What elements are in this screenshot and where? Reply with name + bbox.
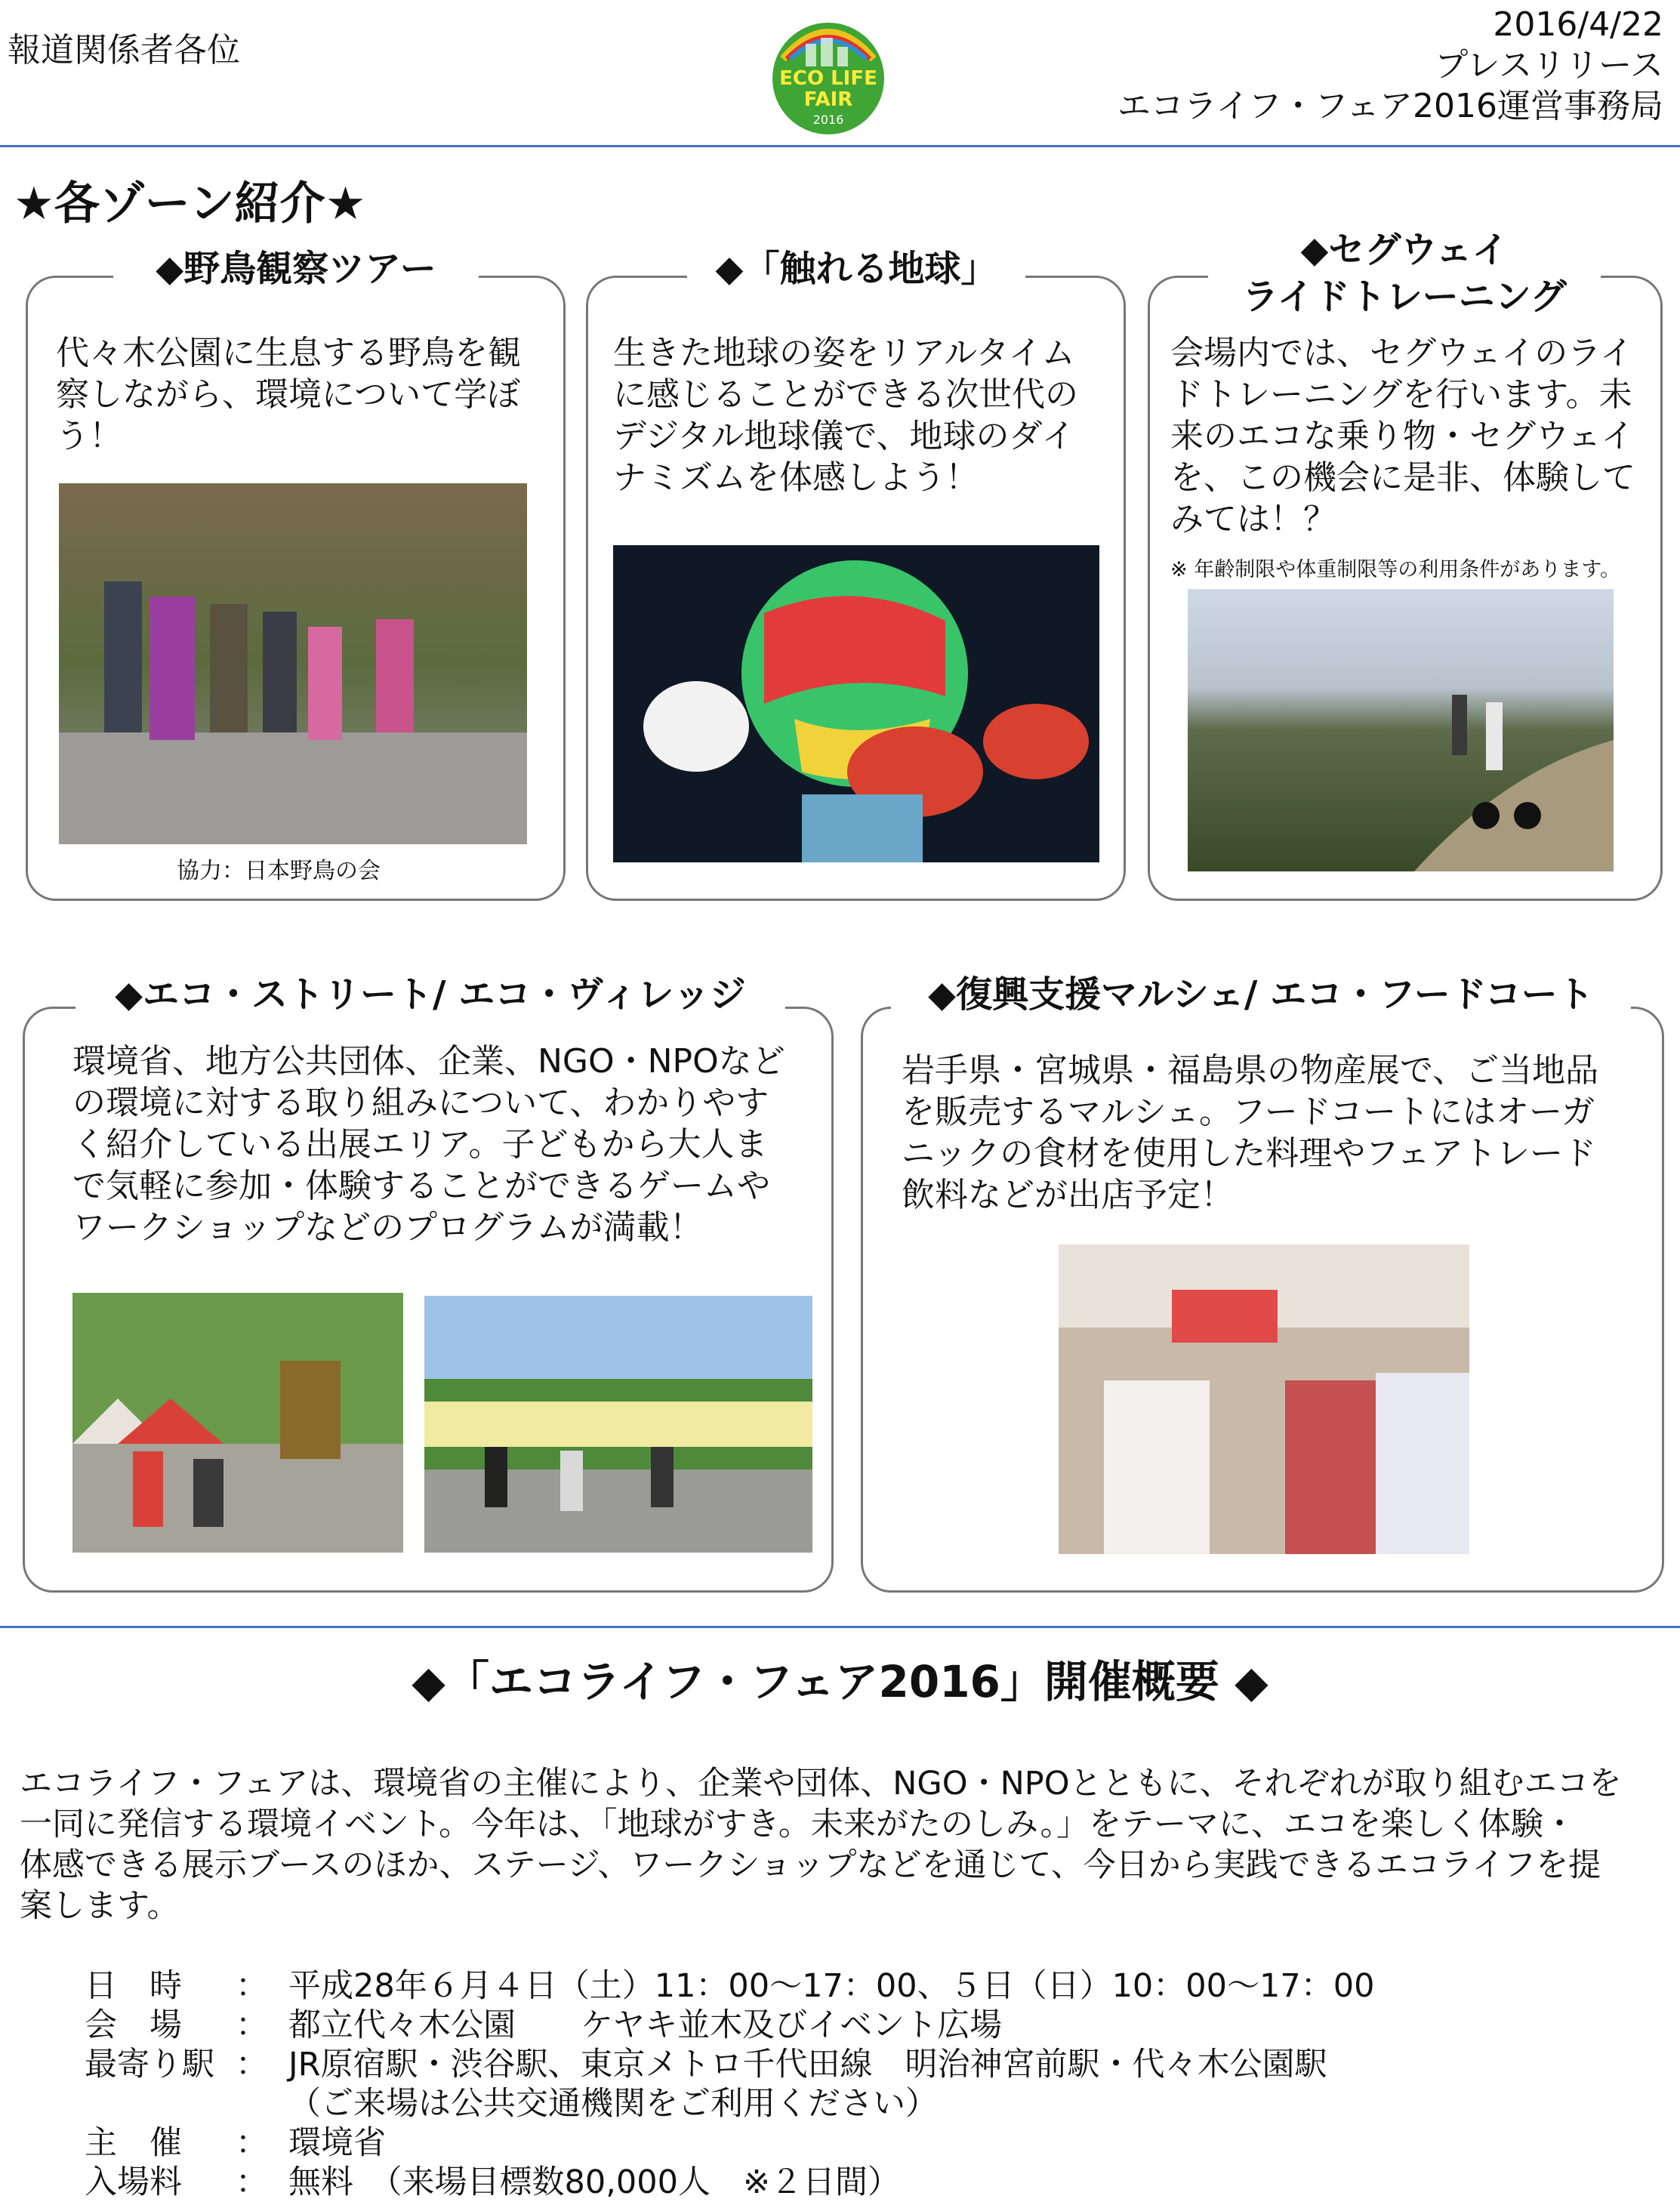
birdwatching-caption: 協力：日本野鳥の会 [177, 858, 381, 884]
logo-line2: FAIR [803, 88, 853, 111]
header-rule [0, 145, 1680, 147]
section-title: ★各ゾーン紹介★ [14, 177, 366, 230]
logo-year: 2016 [812, 113, 844, 127]
recipient: 報道関係者各位 [8, 31, 240, 69]
eco-street-photo-2 [424, 1296, 812, 1553]
issuer: エコライフ・フェア2016運営事務局 [1117, 87, 1663, 125]
header-right [1117, 5, 1663, 127]
segway-photo [1188, 589, 1614, 871]
zone-title-marche: ◆復興支援マルシェ/ エコ・フードコート [891, 972, 1631, 1017]
overview-body: エコライフ・フェアは、環境省の主催により、企業や団体、NGO・NPOとともに、それぞれが取り組むエコを 一同に発信する環境イベント。今年は、「地球がすき。未来がたのしみ。」をテーマに、エコを楽しく体験・ 体感できる展示ブースのほか、ステージ、ワークショップなどを通じて、今日から実践できるエコライフを提 案します。 [20, 1765, 1622, 1925]
globe-photo [613, 545, 1099, 862]
segway-note: ※ 年齢制限や体重制限等の利用条件があります。 [1170, 558, 1621, 581]
marche-photo [1059, 1244, 1469, 1554]
eco-life-fair-logo [753, 6, 904, 136]
birdwatching-photo [59, 483, 527, 844]
release-date: 2016/4/22 [1493, 5, 1663, 44]
zone-text-segway: 会場内では、セグウェイのライ ドトレーニングを行います。未 来のエコな乗り物・セグウェイ を、この機会に是非、体験して みては！？ [1170, 334, 1635, 538]
zone-title-segway: ◆セグウェイ ライドトレーニング [1208, 227, 1601, 320]
logo-line1: ECO LIFE [779, 67, 877, 90]
doc-type: プレスリリース [1435, 46, 1663, 85]
eco-street-photo-1 [72, 1293, 403, 1553]
zone-title-eco-street: ◆エコ・ストリート/ エコ・ヴィレッジ [76, 972, 785, 1017]
zone-text-marche: 岩手県・宮城県・福島県の物産展で、ご当地品 を販売するマルシェ。フードコートにはオーガ ニックの食材を使用した料理やフェアトレード 飲料などが出店予定！ [902, 1051, 1599, 1214]
zone-text-birdwatching: 代々木公園に生息する野鳥を観 察しながら、環境について学ぼ う！ [56, 334, 521, 455]
event-details: 日 時 ： 平成28年６月４日（土）11：00～17：00、５日（日）10：00～17：00 会 場 ： 都立代々木公園 ケヤキ並木及びイベント広場 最寄り駅 ： JR原宿駅・渋谷駅、東京メトロ千代田線 明治神宮前駅・代々木公園駅 （ご来場は公共交通機関をご利用ください） 主 催 ： 環境省 入場料 ： 無料 （来場目標数80,000人 ※２日間） [85, 1967, 1375, 2201]
zone-title-globe: ◆「触れる地球」 [687, 246, 1025, 291]
overview-rule [0, 1626, 1680, 1628]
zone-text-globe: 生きた地球の姿をリアルタイム に感じることができる次世代の デジタル地球儀で、地球のダイ ナミズムを体感しよう！ [613, 334, 1078, 497]
overview-title: ◆「エコライフ・フェア2016」開催概要 ◆ [412, 1656, 1268, 1707]
zone-text-eco-street: 環境省、地方公共団体、企業、NGO・NPOなど の環境に対する取り組みについて、わかりやす く紹介している出展エリア。子どもから大人ま で気軽に参加・体験することができるゲームや ワークショップなどのプログラムが満載！ [72, 1042, 785, 1247]
zone-title-birdwatching: ◆野鳥観察ツアー [113, 246, 479, 291]
